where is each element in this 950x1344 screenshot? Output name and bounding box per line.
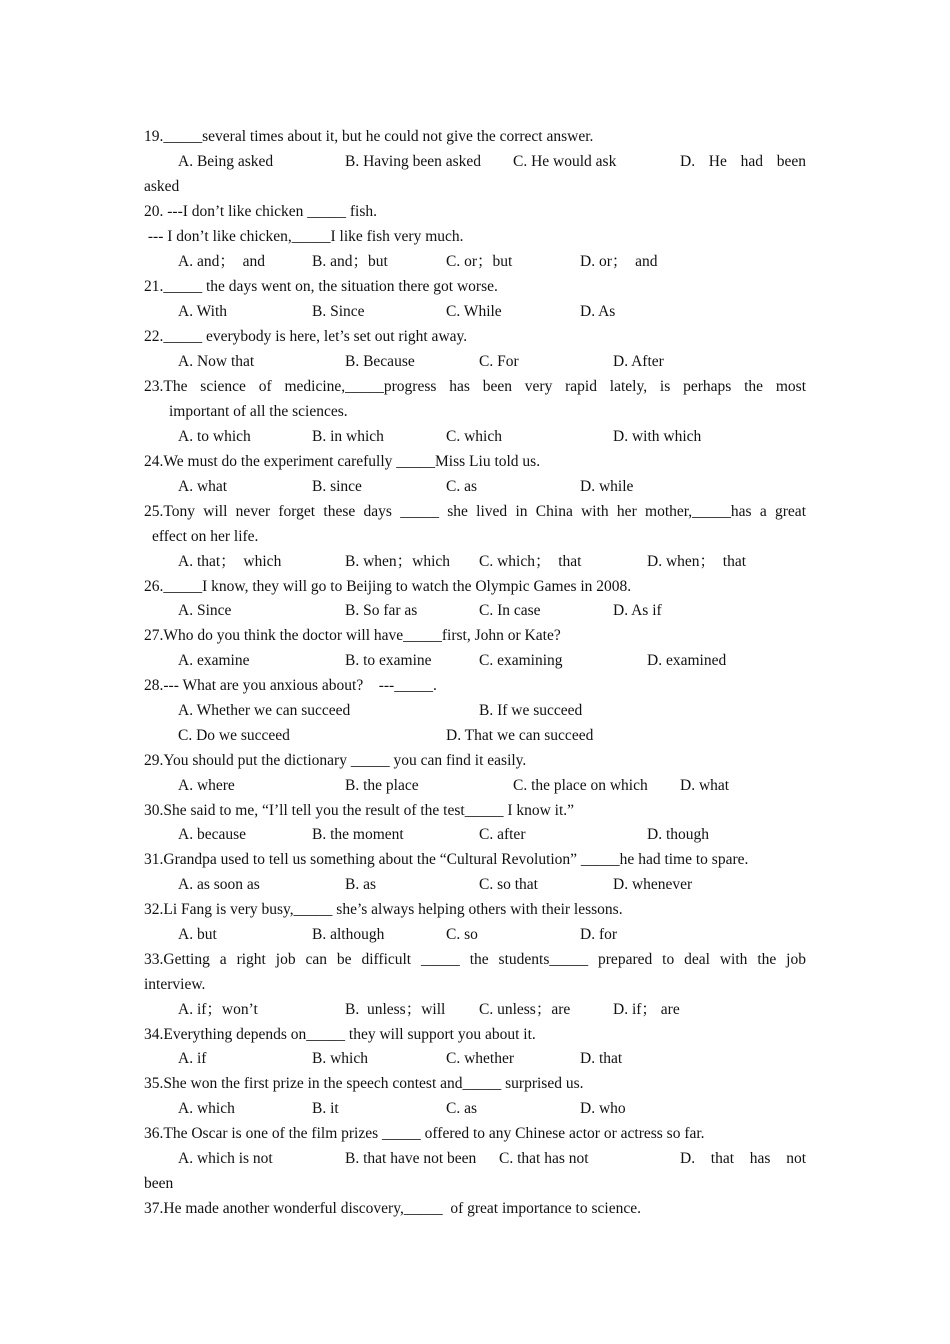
option-d-continuation: been bbox=[144, 1175, 174, 1192]
option-d: D. with which bbox=[613, 428, 702, 445]
question-stem: 37.He made another wonderful discovery,_____ of great importance to science. bbox=[144, 1200, 641, 1217]
question-stem: 30.She said to me, “I’ll tell you the result of the test_____ I know it.” bbox=[144, 802, 575, 819]
option-a: A. Since bbox=[178, 602, 232, 619]
option-b: B. it bbox=[312, 1100, 339, 1117]
option-d: D. that has not bbox=[680, 1150, 806, 1167]
option-a: A. that； which bbox=[178, 553, 282, 570]
option-d: D. As if bbox=[613, 602, 662, 619]
option-a: A. what bbox=[178, 478, 228, 495]
option-b: B. Since bbox=[312, 303, 365, 320]
option-a: A. because bbox=[178, 826, 246, 843]
question-stem: 27.Who do you think the doctor will have_____first, John or Kate? bbox=[144, 627, 561, 644]
question-stem: 25.Tony will never forget these days _____ she lived in China with her mother,_____has a great bbox=[144, 503, 806, 520]
option-d: D. what bbox=[680, 777, 730, 794]
option-b: B. the moment bbox=[312, 826, 404, 843]
option-d: D. if； are bbox=[613, 1001, 680, 1018]
question-stem: 29.You should put the dictionary _____ you can find it easily. bbox=[144, 752, 527, 769]
option-c: C. after bbox=[479, 826, 526, 843]
option-a: A. where bbox=[178, 777, 235, 794]
option-b: B. in which bbox=[312, 428, 384, 445]
option-b: B. So far as bbox=[345, 602, 418, 619]
option-d-continuation: asked bbox=[144, 178, 180, 195]
option-d: D. while bbox=[580, 478, 634, 495]
option-b: B. that have not been bbox=[345, 1150, 477, 1167]
question-stem: 19._____several times about it, but he could not give the correct answer. bbox=[144, 128, 594, 145]
option-b: B. Because bbox=[345, 353, 415, 370]
question-stem: 20. ---I don’t like chicken _____ fish. bbox=[144, 203, 378, 220]
option-d: D. or； and bbox=[580, 253, 658, 270]
option-a: A. if bbox=[178, 1050, 207, 1067]
option-a: A. which bbox=[178, 1100, 235, 1117]
question-stem: 35.She won the first prize in the speech contest and_____ surprised us. bbox=[144, 1075, 584, 1092]
option-c: C. examining bbox=[479, 652, 563, 669]
option-c: C. the place on which bbox=[513, 777, 648, 794]
question-stem-line-2: effect on her life. bbox=[152, 528, 259, 545]
option-c: C. that has not bbox=[499, 1150, 589, 1167]
question-stem: 34.Everything depends on_____ they will support you about it. bbox=[144, 1026, 536, 1043]
question-stem: 31.Grandpa used to tell us something about the “Cultural Revolution” _____he had time to spare. bbox=[144, 851, 749, 868]
option-b: B. although bbox=[312, 926, 385, 943]
option-c: C. or；but bbox=[446, 253, 513, 270]
option-d: D. who bbox=[580, 1100, 626, 1117]
option-a: A. Whether we can succeed bbox=[178, 702, 351, 719]
question-stem: 33.Getting a right job can be difficult _____ the students_____ prepared to deal with the job bbox=[144, 951, 806, 968]
option-c: C. so bbox=[446, 926, 478, 943]
option-a: A. With bbox=[178, 303, 228, 320]
option-d: D. After bbox=[613, 353, 664, 370]
option-a: A. to which bbox=[178, 428, 251, 445]
question-stem: 22._____ everybody is here, let’s set out right away. bbox=[144, 328, 468, 345]
question-stem: 24.We must do the experiment carefully _____Miss Liu told us. bbox=[144, 453, 541, 470]
option-c: C. which bbox=[446, 428, 502, 445]
option-b: B. Having been asked bbox=[345, 153, 482, 170]
option-d: D. that bbox=[580, 1050, 623, 1067]
option-c: C. as bbox=[446, 1100, 477, 1117]
option-a: A. if；won’t bbox=[178, 1001, 258, 1018]
question-stem: 32.Li Fang is very busy,_____ she’s always helping others with their lessons. bbox=[144, 901, 623, 918]
option-a: A. Now that bbox=[178, 353, 255, 370]
option-a: A. and； and bbox=[178, 253, 265, 270]
question-stem-line-2: --- I don’t like chicken,_____I like fish very much. bbox=[144, 228, 464, 245]
option-d: D. though bbox=[647, 826, 709, 843]
option-a: A. but bbox=[178, 926, 217, 943]
option-c: C. so that bbox=[479, 876, 538, 893]
option-a: A. as soon as bbox=[178, 876, 260, 893]
option-d: D. for bbox=[580, 926, 618, 943]
option-a: A. Being asked bbox=[178, 153, 274, 170]
option-b: B. unless；will bbox=[345, 1001, 446, 1018]
option-c: C. as bbox=[446, 478, 477, 495]
question-stem-line-2: interview. bbox=[144, 976, 206, 993]
option-a: A. examine bbox=[178, 652, 250, 669]
option-b: B. If we succeed bbox=[479, 702, 583, 719]
option-b: B. as bbox=[345, 876, 376, 893]
question-stem: 21._____ the days went on, the situation there got worse. bbox=[144, 278, 498, 295]
question-stem: 28.--- What are you anxious about? ---_____. bbox=[144, 677, 437, 694]
question-stem-line-2: important of all the sciences. bbox=[169, 403, 348, 420]
option-c: C. whether bbox=[446, 1050, 515, 1067]
option-b: B. when；which bbox=[345, 553, 451, 570]
option-c: C. While bbox=[446, 303, 502, 320]
option-d: D. He had been bbox=[680, 153, 806, 170]
option-c: C. Do we succeed bbox=[178, 727, 290, 744]
question-stem: 26._____I know, they will go to Beijing to watch the Olympic Games in 2008. bbox=[144, 578, 632, 595]
option-d: D. As bbox=[580, 303, 616, 320]
option-c: C. which； that bbox=[479, 553, 582, 570]
question-stem: 23.The science of medicine,_____progress has been very rapid lately, is perhaps the most bbox=[144, 378, 806, 395]
option-c: C. unless；are bbox=[479, 1001, 571, 1018]
option-a: A. which is not bbox=[178, 1150, 273, 1167]
option-d: D. examined bbox=[647, 652, 727, 669]
option-b: B. to examine bbox=[345, 652, 432, 669]
option-b: B. the place bbox=[345, 777, 419, 794]
option-c: C. In case bbox=[479, 602, 541, 619]
option-d: D. when； that bbox=[647, 553, 747, 570]
option-c: C. He would ask bbox=[513, 153, 617, 170]
option-b: B. and；but bbox=[312, 253, 388, 270]
option-b: B. since bbox=[312, 478, 362, 495]
question-stem: 36.The Oscar is one of the film prizes _____ offered to any Chinese actor or actress so far. bbox=[144, 1125, 705, 1142]
option-d: D. whenever bbox=[613, 876, 693, 893]
option-d: D. That we can succeed bbox=[446, 727, 594, 744]
option-b: B. which bbox=[312, 1050, 368, 1067]
option-c: C. For bbox=[479, 353, 519, 370]
